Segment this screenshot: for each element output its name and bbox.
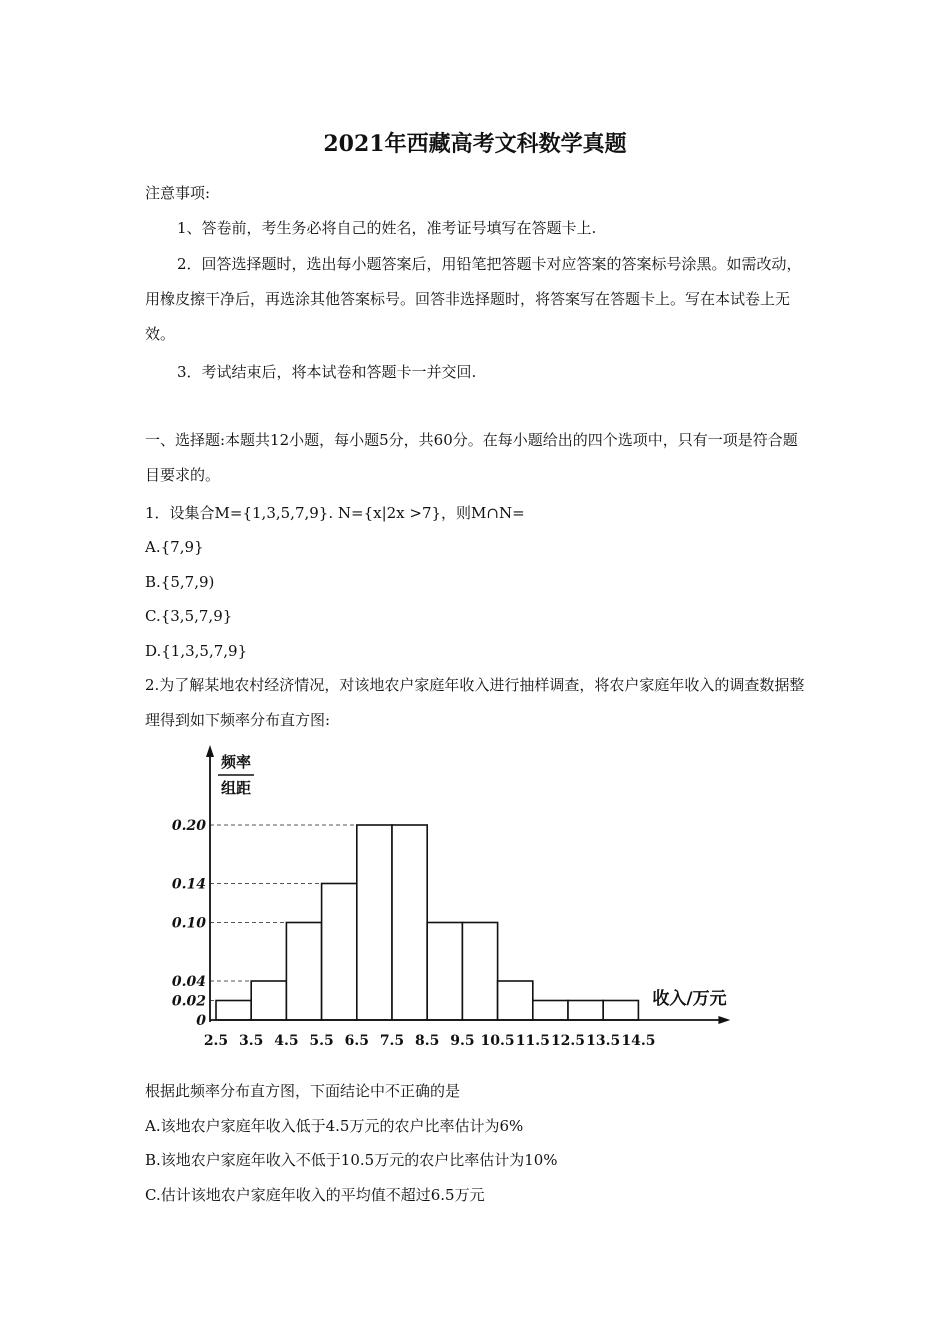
histogram-bar <box>216 1001 251 1021</box>
y-tick-label: 0.14 <box>171 876 206 893</box>
histogram-bar <box>392 825 427 1020</box>
notice-item-2: 2．回答选择题时，选出每小题答案后，用铅笔把答题卡对应答案的答案标号涂黑。如需改动，用橡皮擦干净后，再选涂其他答案标号。回答非选择题时，将答案写在答题卡上。写在本试卷上无效。 <box>145 255 802 343</box>
x-tick-label: 7.5 <box>379 1033 405 1049</box>
question-2-option-c: C.估计该地农户家庭年收入的平均值不超过6.5万元 <box>145 1186 485 1204</box>
y-tick-label: 0.02 <box>171 993 206 1010</box>
y-axis-label-denominator: 组距 <box>220 779 252 797</box>
y-axis-label-numerator: 频率 <box>220 753 252 771</box>
histogram-bar <box>322 884 357 1021</box>
histogram-bar <box>286 923 321 1021</box>
question-1-option-c: C.{3,5,7,9} <box>145 607 233 625</box>
histogram-bar <box>462 923 497 1021</box>
section-intro: 一、选择题:本题共12小题，每小题5分，共60分。在每小题给出的四个选项中，只有一项是符合题目要求的。 <box>145 431 798 484</box>
histogram-bar <box>498 981 533 1020</box>
histogram-bar <box>603 1001 638 1021</box>
x-tick-label: 12.5 <box>550 1033 586 1049</box>
y-axis-arrow <box>206 745 214 757</box>
notice-item-3: 3．考试结束后，将本试卷和答题卡一并交回. <box>177 363 477 381</box>
histogram-bar <box>357 825 392 1020</box>
x-tick-label: 11.5 <box>515 1033 550 1049</box>
question-1-option-a: A.{7,9} <box>145 538 204 556</box>
notice-heading: 注意事项: <box>145 184 211 202</box>
x-tick-label: 4.5 <box>274 1033 299 1049</box>
x-tick-label: 13.5 <box>586 1033 621 1049</box>
x-tick-label: 8.5 <box>415 1033 440 1049</box>
question-2-option-b: B.该地农户家庭年收入不低于10.5万元的农户比率估计为10% <box>145 1151 558 1169</box>
question-2-option-a: A.该地农户家庭年收入低于4.5万元的农户比率估计为6% <box>145 1117 524 1135</box>
x-tick-label: 14.5 <box>621 1033 656 1049</box>
question-2-prompt: 根据此频率分布直方图，下面结论中不正确的是 <box>145 1082 461 1100</box>
page-title: 2021年西藏高考文科数学真题 <box>323 131 627 157</box>
y-tick-label: 0.20 <box>171 818 206 834</box>
question-2-stem: 2.为了解某地农村经济情况，对该地农户家庭年收入进行抽样调查，将农户家庭年收入的调查数据整理得到如下频率分布直方图: <box>145 676 805 729</box>
question-1-stem: 1．设集合M={1,3,5,7,9}. N={x|2x >7}，则M∩N= <box>145 504 525 522</box>
x-tick-label: 6.5 <box>344 1033 369 1049</box>
y-tick-label: 0.10 <box>171 915 206 932</box>
notice-item-1: 1、答卷前，考生务必将自己的姓名，准考证号填写在答题卡上. <box>177 219 597 237</box>
x-tick-label: 2.5 <box>203 1033 229 1049</box>
x-axis-arrow <box>718 1016 730 1024</box>
x-tick-label: 3.5 <box>239 1033 264 1049</box>
histogram-bar <box>568 1001 603 1021</box>
x-tick-label: 9.5 <box>450 1033 475 1049</box>
x-axis-label: 收入/万元 <box>652 989 727 1009</box>
histogram-chart <box>170 745 730 1055</box>
x-tick-label: 10.5 <box>480 1033 515 1049</box>
question-1-option-d: D.{1,3,5,7,9} <box>145 642 248 660</box>
histogram-bar <box>427 923 462 1021</box>
y-tick-label: 0 <box>196 1013 206 1029</box>
histogram-bar <box>251 981 286 1020</box>
y-tick-label: 0.04 <box>171 974 206 990</box>
histogram-bar <box>533 1001 568 1021</box>
x-tick-label: 5.5 <box>309 1033 334 1049</box>
question-1-option-b: B.{5,7,9) <box>145 573 215 591</box>
